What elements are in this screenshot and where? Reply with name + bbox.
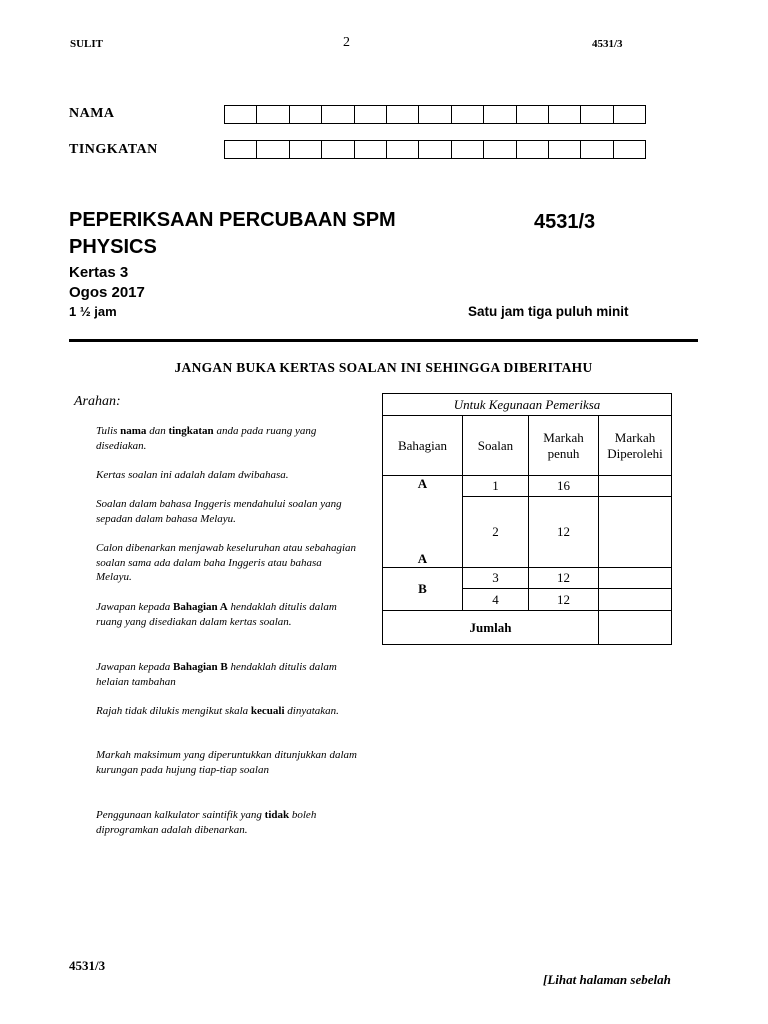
full-marks: 16 [529,476,599,497]
table-row [383,568,672,589]
instruction-6: Jawapan kepada Bahagian B hendaklah ditulis dalam helaian tambahan [96,661,337,688]
full-marks: 12 [529,589,599,611]
examiner-marks-table [382,393,672,645]
col-full-marks: Markah penuh [529,416,599,476]
section-a-label-bottom: A [417,551,428,566]
instructions-heading: Arahan: [74,394,121,409]
instruction-9: Penggunaan kalkulator saintifik yang tidak boleh diprogramkan adalah dibenarkan. [96,809,317,836]
form-boxes[interactable] [224,140,646,159]
full-marks: 12 [529,568,599,589]
question-number: 3 [463,568,529,589]
instruction-8: Markah maksimum yang diperuntukkan ditunjukkan dalam kurungan pada hujung tiap-tiap soalan [96,749,357,776]
instruction-4: Calon dibenarkan menjawab keseluruhan atau sebahagian soalan sama ada dalam baha Inggeris atau bahasa Melayu. [96,542,357,583]
marks-obtained-1[interactable] [599,476,672,497]
next-page-note: [Lihat halaman sebelah [543,972,671,987]
total-marks[interactable] [599,611,672,645]
col-marks-obtained: Markah Diperolehi [599,416,672,476]
name-boxes[interactable] [224,105,646,124]
question-number: 2 [463,497,529,568]
marks-obtained-3[interactable] [599,568,672,589]
section-b-label: B [383,568,463,611]
total-row [383,611,672,645]
full-marks: 12 [529,497,599,568]
exam-title: PEPERIKSAAN PERCUBAAN SPM [69,209,396,231]
instruction-5: Jawapan kepada Bahagian A hendaklah ditulis dalam ruang yang disediakan dalam kertas soalan. [96,601,337,628]
marks-obtained-4[interactable] [599,589,672,611]
exam-duration: 1 ½ jam [69,304,117,319]
exam-subject: PHYSICS [69,236,157,258]
section-a-label-top: A [417,476,428,491]
instruction-3: Soalan dalam bahasa Inggeris mendahului soalan yang sepadan dalam bahasa Melayu. [96,498,342,525]
exam-date: Ogos 2017 [69,284,145,301]
footer-code: 4531/3 [69,958,106,973]
total-label: Jumlah [383,611,599,645]
table-caption: Untuk Kegunaan Pemeriksa [383,394,672,416]
instruction-1: Tulis nama dan tingkatan anda pada ruang yang disediakan. [96,425,317,452]
exam-code: 4531/3 [534,211,596,233]
col-question: Soalan [463,416,529,476]
warning-text: JANGAN BUKA KERTAS SOALAN INI SEHINGGA DIBERITAHU [174,360,593,375]
divider [69,339,698,342]
header-sulit: SULIT [70,38,104,50]
instruction-7: Rajah tidak dilukis mengikut skala kecuali dinyatakan. [96,705,339,717]
table-header-row [383,416,672,476]
col-section: Bahagian [383,416,463,476]
marks-obtained-2[interactable] [599,497,672,568]
exam-duration-text: Satu jam tiga puluh minit [468,304,629,319]
question-number: 4 [463,589,529,611]
table-row [383,476,672,497]
question-number: 1 [463,476,529,497]
page-number: 2 [343,35,350,50]
form-label: TINGKATAN [69,142,158,157]
name-label: NAMA [69,106,115,121]
section-a-cell [383,476,463,568]
instruction-2: Kertas soalan ini adalah dalam dwibahasa. [96,469,289,481]
header-code: 4531/3 [592,38,623,50]
exam-paper: Kertas 3 [69,264,129,281]
